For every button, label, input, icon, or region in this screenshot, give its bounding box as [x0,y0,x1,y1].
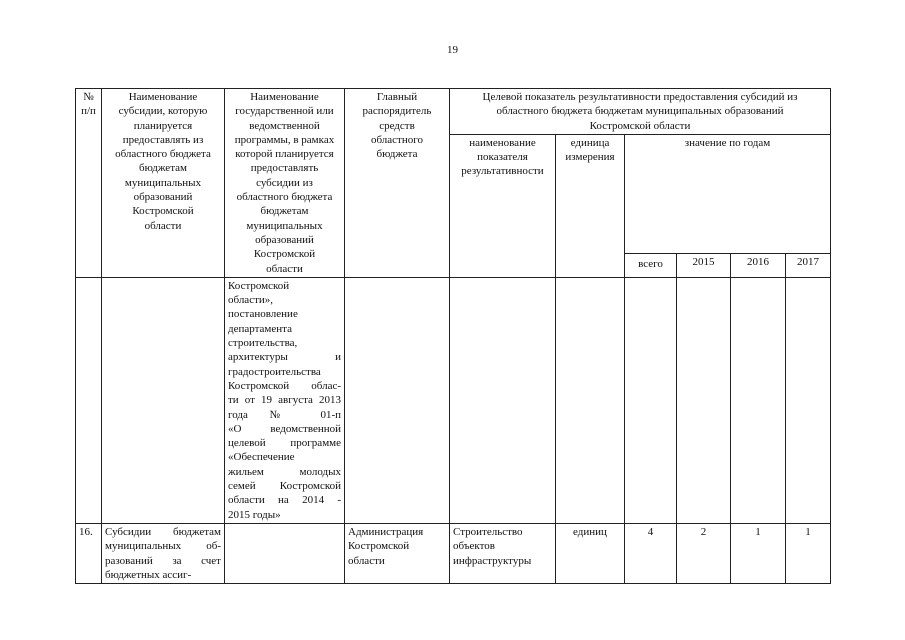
header-year-2016: 2016 [731,253,786,277]
header-subsidy-name: Наименование субсидии, которую планируется предоставлять из областного бюджета бюджетам муниципальных образований Костромской области [102,89,225,278]
header-row-1 [76,89,831,135]
header-values-by-year: значение по годам [625,134,831,253]
cont-unit-cell [556,277,625,523]
row16-total: 4 [625,523,677,583]
header-year-2017: 2017 [786,253,831,277]
header-target-indicator: Целевой показатель результативности предоставления субсидий из областного бюджета бюджетам муниципальных образований Костромской области [450,89,831,135]
cont-total-cell [625,277,677,523]
header-total: всего [625,253,677,277]
row-16 [76,523,831,583]
row16-unit: единиц [556,523,625,583]
cont-2017-cell [786,277,831,523]
cont-2016-cell [731,277,786,523]
header-program-name: Наименование государственной или ведомственной программы, в рамках которой планируется предоставлять субсидии из областного бюджета бюджетам муниципальных образований Костромской области [225,89,345,278]
row16-subsidy-name: Субсидии бюджетам муниципальных об- разований за счет бюджетных ассиг- [102,523,225,583]
cont-num-cell [76,277,102,523]
cont-subsidy-cell [102,277,225,523]
cont-program-text: Костромской области», постановление департамента строительства, архитектуры и градостроительства Костромской облас- ти от 19 августа 2013 года № 01-п «О ведомственной целевой программе «Обеспечение жильем молодых семей Костромской области на 2014 - 2015 годы» [225,277,345,523]
cont-indicator-cell [450,277,556,523]
row16-num: 16. [76,523,102,583]
row16-manager: Администрация Костромской области [345,523,450,583]
row16-2016: 1 [731,523,786,583]
header-year-2015: 2015 [677,253,731,277]
header-indicator-name: наименование показателя результативности [450,134,556,277]
row16-2015: 2 [677,523,731,583]
row16-2017: 1 [786,523,831,583]
header-manager: Главный распорядитель средств областного бюджета [345,89,450,278]
continuation-row [76,277,831,523]
header-unit: единица измерения [556,134,625,277]
subsidy-table [75,88,831,584]
page-number: 19 [447,44,458,56]
row16-indicator: Строительство объектов инфраструктуры [450,523,556,583]
header-num: № п/п [76,89,102,278]
cont-manager-cell [345,277,450,523]
row16-program-name [225,523,345,583]
cont-2015-cell [677,277,731,523]
